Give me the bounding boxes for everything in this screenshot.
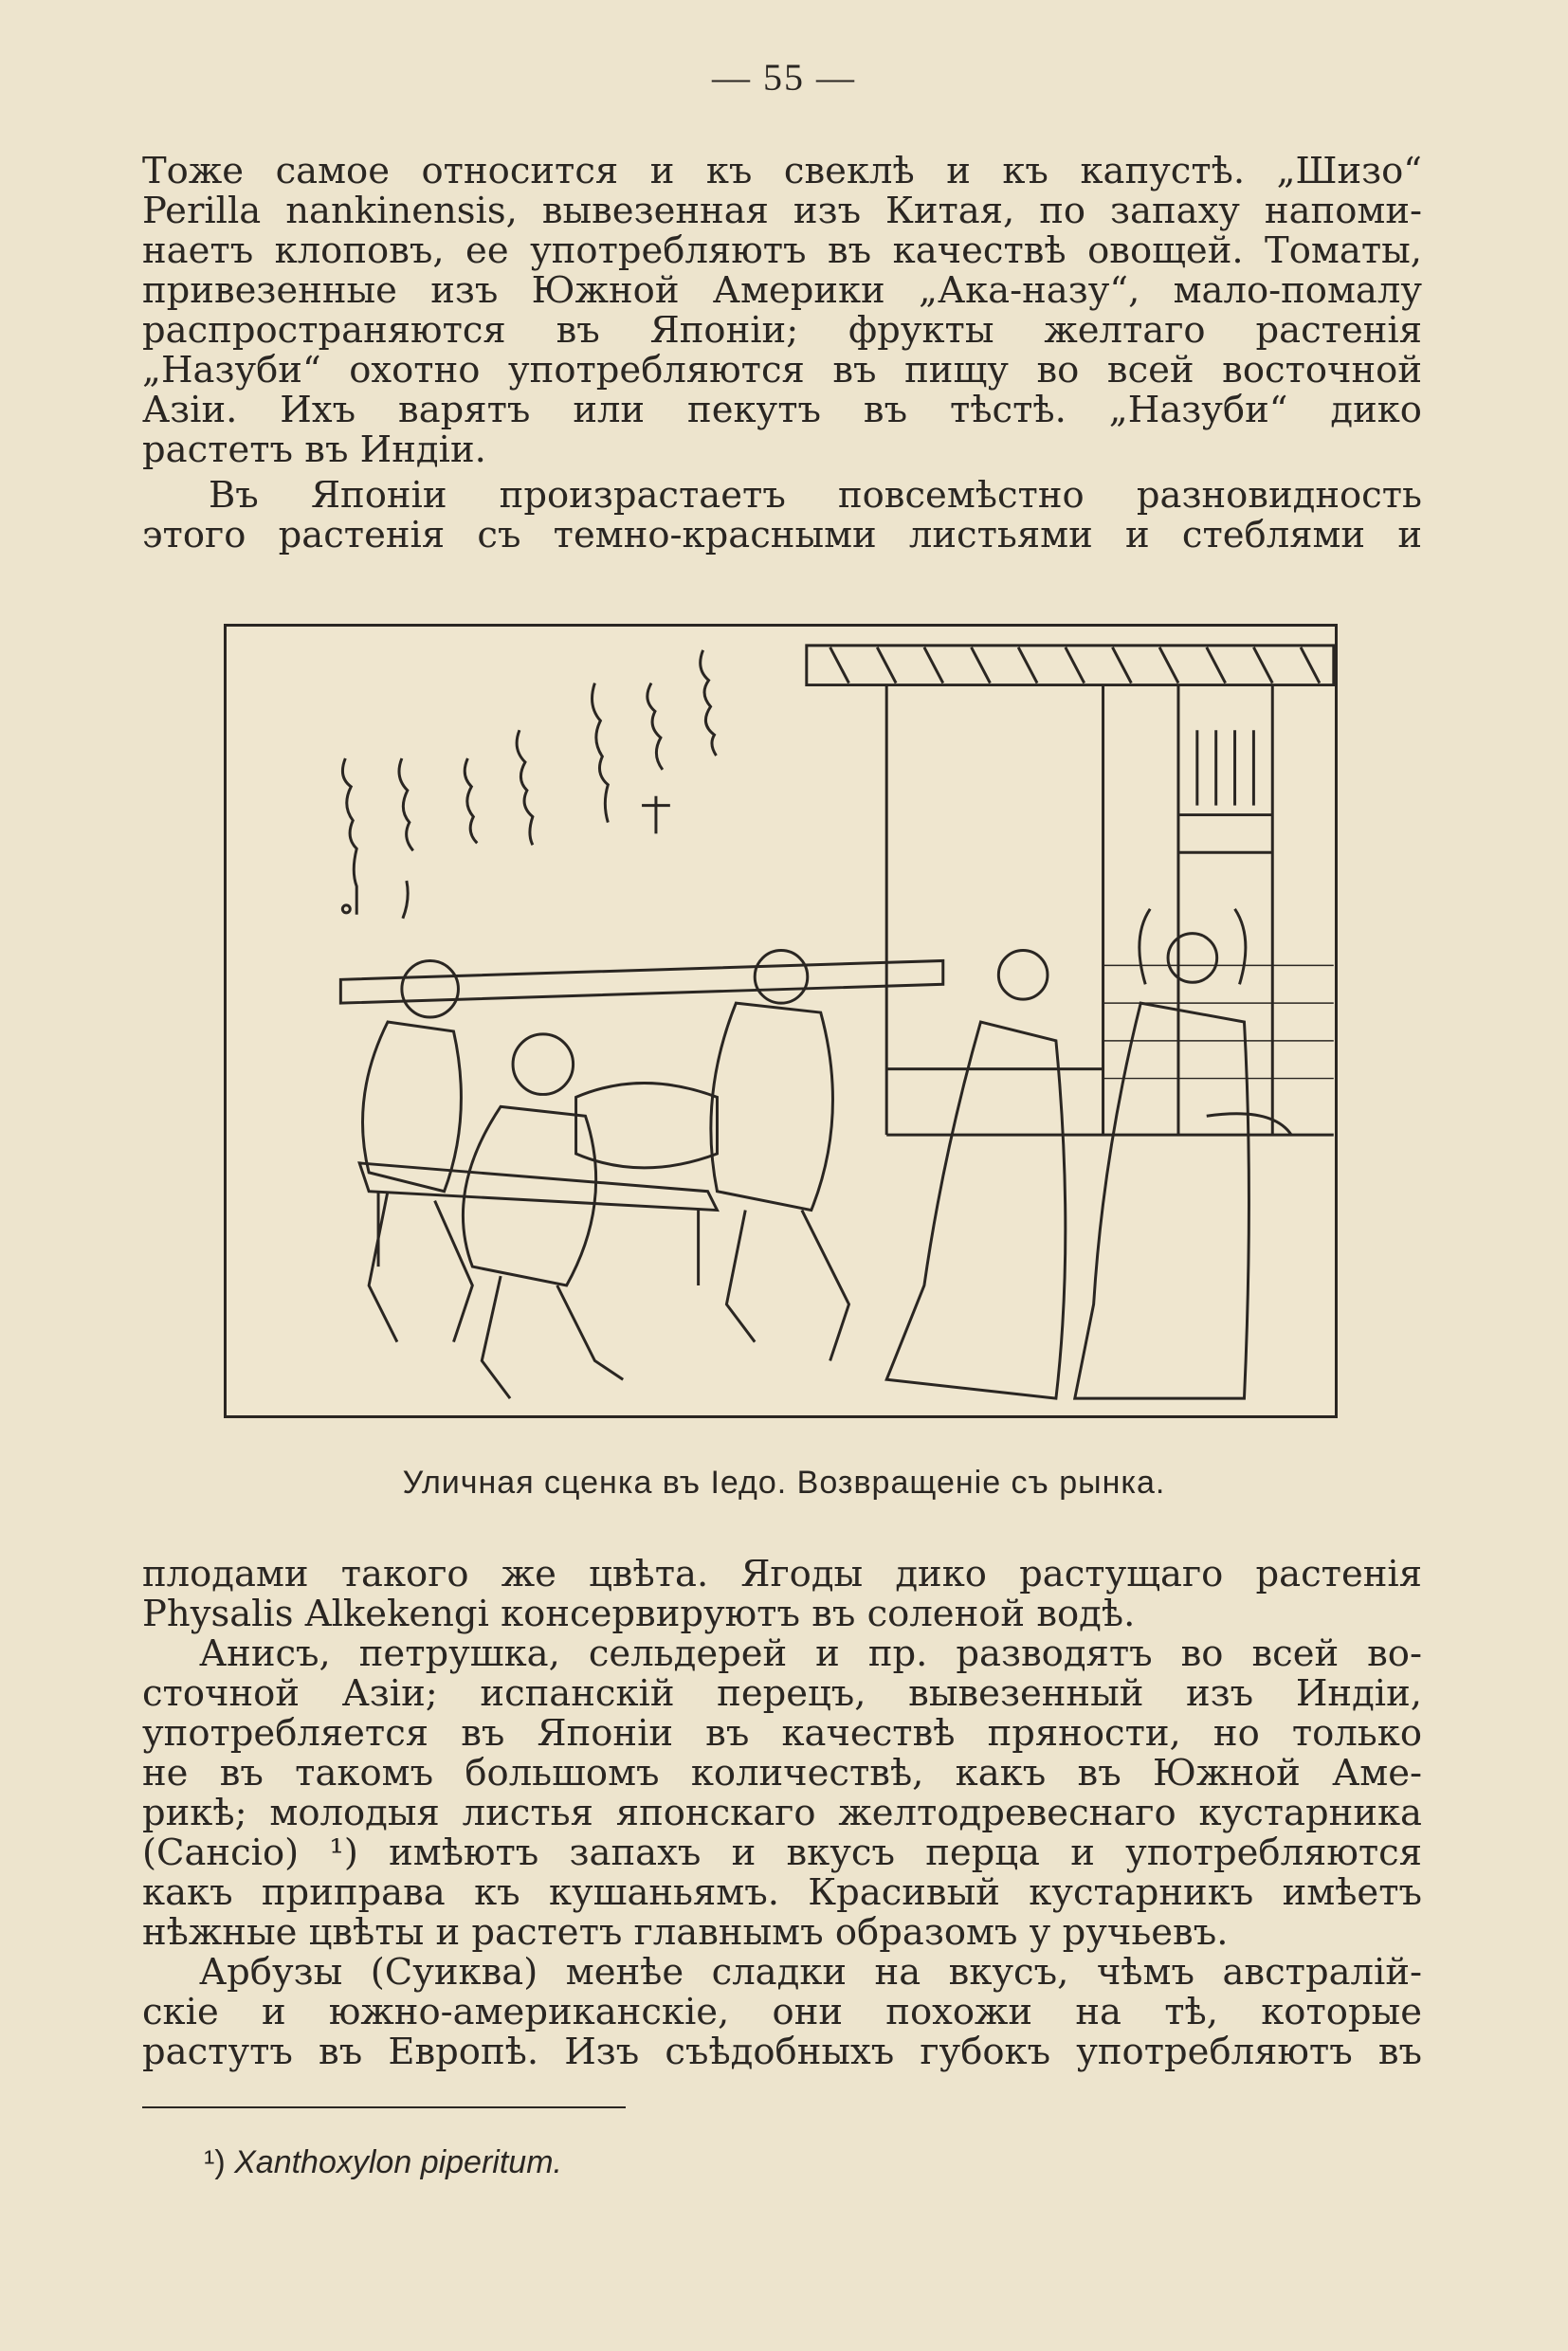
text-line: какъ приправа къ кушаньямъ. Красивый кустарникъ имѣетъ <box>142 1871 1422 1914</box>
text-line: Physalis Alkekengi консервируютъ въ соленой водѣ. <box>142 1593 1136 1635</box>
woman-head <box>1168 934 1217 983</box>
text-line: распространяются въ Японіи; фрукты желтаго растенія <box>142 309 1422 352</box>
text-line: этого растенія съ темно-красными листьями и стеблями и <box>142 514 1422 556</box>
text-line: наетъ клоповъ, ее употребляютъ въ качествѣ овощей. Томаты, <box>142 229 1422 272</box>
footnote-divider <box>142 2106 626 2108</box>
porter-head <box>402 960 459 1017</box>
carrying-pole <box>340 960 942 1003</box>
text-line: употребляется въ Японіи въ качествѣ пряности, но только <box>142 1712 1422 1755</box>
text-line: (Сансіо) ¹) имѣютъ запахъ и вкусъ перца и употребляются <box>142 1832 1422 1874</box>
footnote-marker: ¹) <box>204 2144 226 2180</box>
footnote <box>204 2144 562 2181</box>
text-line: Арбузы (Суиква) менѣе сладки на вкусъ, чѣмъ австралій- <box>199 1951 1422 1994</box>
text-line: растутъ въ Европѣ. Изъ съѣдобныхъ губокъ употребляютъ въ <box>142 2031 1422 2073</box>
text-line: не въ такомъ большомъ количествѣ, какъ въ Южной Аме- <box>142 1752 1422 1795</box>
text-line: „Назуби“ охотно употребляются въ пищу во всей восточной <box>142 349 1422 392</box>
text-line: Perilla nankinensis, вывезенная изъ Китая, по запаху напоми- <box>142 190 1422 232</box>
text-line: привезенные изъ Южной Америки „Ака-назу“, мало-помалу <box>142 269 1422 312</box>
text-line: рикѣ; молодыя листья японскаго желтодревеснаго кустарника <box>142 1792 1422 1834</box>
paragraph-5-cont <box>142 1993 1422 2072</box>
figure-caption: Уличная сценка въ Іедо. Возвращеніе съ рынка. <box>402 1465 1166 1501</box>
boy-head <box>513 1034 574 1095</box>
paragraph-4-cont <box>142 1674 1422 1953</box>
paragraph-3 <box>142 1555 1422 1634</box>
page-number: — 55 — <box>712 56 856 99</box>
text-line: Анисъ, петрушка, сельдерей и пр. разводятъ во всей во- <box>199 1632 1422 1675</box>
porter-head <box>755 951 808 1004</box>
text-line: скіе и южно-американскіе, они похожи на тѣ, которые <box>142 1991 1422 2033</box>
text-line: растетъ въ Индіи. <box>142 428 486 471</box>
paragraph-2-cont <box>142 516 1422 556</box>
footnote-text: Xanthoxylon piperitum. <box>234 2144 562 2180</box>
paragraph-5 <box>142 1953 1422 1993</box>
woman-head <box>998 951 1048 1000</box>
text-line: плодами такого же цвѣта. Ягоды дико растущаго растенія <box>142 1553 1422 1595</box>
paragraph-1 <box>142 152 1422 470</box>
paragraph-4 <box>142 1634 1422 1674</box>
paragraph-2 <box>142 476 1422 516</box>
illustration-drawing <box>227 627 1335 1415</box>
text-line: Въ Японіи произрастаетъ повсемѣстно разновидность <box>209 474 1422 517</box>
text-line: нѣжные цвѣты и растетъ главнымъ образомъ у ручьевъ. <box>142 1911 1229 1954</box>
calligraphy-inscription <box>342 650 716 919</box>
text-line: сточной Азіи; испанскій перецъ, вывезенный изъ Индіи, <box>142 1672 1422 1715</box>
text-line: Азіи. Ихъ варятъ или пекутъ въ тѣстѣ. „Назуби“ дико <box>142 389 1422 431</box>
text-line: Тоже самое относится и къ свеклѣ и къ капустѣ. „Шизо“ <box>142 150 1422 192</box>
street-scene-illustration <box>224 624 1338 1418</box>
